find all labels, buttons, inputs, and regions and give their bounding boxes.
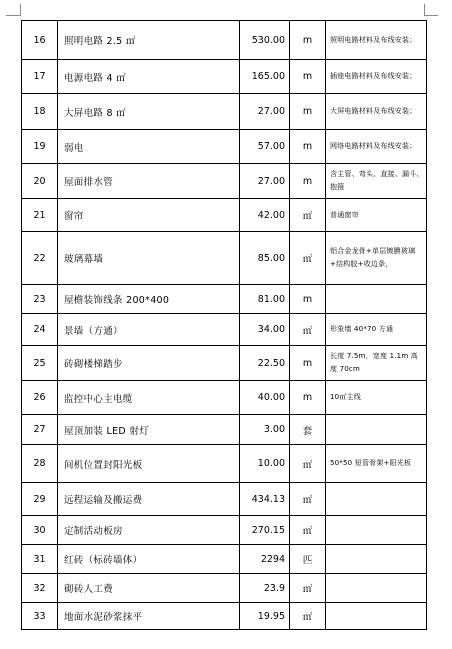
item-number: 17 bbox=[22, 60, 58, 94]
item-name: 监控中心主电缆 bbox=[58, 381, 240, 415]
item-note: 照明电路材料及布线安装； bbox=[326, 21, 427, 60]
table-row bbox=[22, 164, 427, 199]
item-number: 25 bbox=[22, 346, 58, 381]
table-row bbox=[22, 483, 427, 516]
item-name: 砌砖人工费 bbox=[58, 574, 240, 603]
table-row bbox=[22, 445, 427, 483]
item-quantity: 40.00 bbox=[240, 381, 290, 415]
item-name: 照明电路 2.5 ㎡ bbox=[58, 21, 240, 60]
crop-mark-top-left-v bbox=[20, 4, 21, 16]
item-note: 网络电路材料及布线安装； bbox=[326, 130, 427, 164]
item-note: 插座电路材料及布线安装； bbox=[326, 60, 427, 94]
item-name: 红砖（标砖墙体） bbox=[58, 545, 240, 574]
item-number: 26 bbox=[22, 381, 58, 415]
item-number: 16 bbox=[22, 21, 58, 60]
item-name: 地面水泥砂浆抹平 bbox=[58, 603, 240, 630]
item-note bbox=[326, 285, 427, 314]
item-quantity: 530.00 bbox=[240, 21, 290, 60]
item-unit: ㎡ bbox=[290, 199, 326, 232]
item-name: 定制活动板房 bbox=[58, 516, 240, 545]
table-row bbox=[22, 603, 427, 630]
item-unit: m bbox=[290, 346, 326, 381]
item-unit: 套 bbox=[290, 415, 326, 445]
item-note: 大屏电路材料及布线安装； bbox=[326, 94, 427, 130]
item-quantity: 3.00 bbox=[240, 415, 290, 445]
item-number: 21 bbox=[22, 199, 58, 232]
item-note bbox=[326, 603, 427, 630]
item-number: 31 bbox=[22, 545, 58, 574]
table-row bbox=[22, 415, 427, 445]
item-unit: ㎡ bbox=[290, 314, 326, 346]
table-row bbox=[22, 285, 427, 314]
item-number: 29 bbox=[22, 483, 58, 516]
table-row bbox=[22, 199, 427, 232]
table-row bbox=[22, 232, 427, 285]
item-name: 玻璃幕墙 bbox=[58, 232, 240, 285]
item-unit: 匹 bbox=[290, 545, 326, 574]
item-note bbox=[326, 545, 427, 574]
item-unit: ㎡ bbox=[290, 483, 326, 516]
item-name: 远程运输及搬运费 bbox=[58, 483, 240, 516]
item-quantity: 23.9 bbox=[240, 574, 290, 603]
item-unit: ㎡ bbox=[290, 232, 326, 285]
item-name: 大屏电路 8 ㎡ bbox=[58, 94, 240, 130]
item-number: 33 bbox=[22, 603, 58, 630]
bill-of-quantities-table bbox=[21, 20, 427, 630]
item-number: 19 bbox=[22, 130, 58, 164]
item-note: 形象墙 40*70 方通 bbox=[326, 314, 427, 346]
item-quantity: 85.00 bbox=[240, 232, 290, 285]
item-name: 间机位置封阳光板 bbox=[58, 445, 240, 483]
item-unit: ㎡ bbox=[290, 445, 326, 483]
item-quantity: 27.00 bbox=[240, 94, 290, 130]
crop-mark-top-right-v bbox=[424, 4, 425, 16]
item-number: 28 bbox=[22, 445, 58, 483]
item-quantity: 10.00 bbox=[240, 445, 290, 483]
table-row bbox=[22, 21, 427, 60]
crop-mark-top-left-h bbox=[6, 15, 20, 16]
item-quantity: 57.00 bbox=[240, 130, 290, 164]
item-note bbox=[326, 516, 427, 545]
item-unit: m bbox=[290, 130, 326, 164]
item-quantity: 19.95 bbox=[240, 603, 290, 630]
item-name: 弱电 bbox=[58, 130, 240, 164]
item-note: 普通窗帘 bbox=[326, 199, 427, 232]
item-name: 窗帘 bbox=[58, 199, 240, 232]
item-name: 砖砌楼梯踏步 bbox=[58, 346, 240, 381]
item-unit: m bbox=[290, 381, 326, 415]
table-row bbox=[22, 516, 427, 545]
table-row bbox=[22, 381, 427, 415]
item-quantity: 434.13 bbox=[240, 483, 290, 516]
item-unit: m bbox=[290, 164, 326, 199]
item-quantity: 27.00 bbox=[240, 164, 290, 199]
item-unit: m bbox=[290, 285, 326, 314]
table-row bbox=[22, 94, 427, 130]
item-quantity: 42.00 bbox=[240, 199, 290, 232]
item-quantity: 81.00 bbox=[240, 285, 290, 314]
table-row bbox=[22, 545, 427, 574]
table-row bbox=[22, 574, 427, 603]
item-quantity: 2294 bbox=[240, 545, 290, 574]
item-note bbox=[326, 483, 427, 516]
item-note: 铝合金龙骨+单层镀膜玻璃+结构胶+收边条， bbox=[326, 232, 427, 285]
item-name: 屋檐装饰线条 200*400 bbox=[58, 285, 240, 314]
item-quantity: 270.15 bbox=[240, 516, 290, 545]
item-number: 22 bbox=[22, 232, 58, 285]
table-row bbox=[22, 60, 427, 94]
crop-mark-top-right-h bbox=[424, 15, 438, 16]
item-note: 长度 7.5m，宽度 1.1m 高度 70cm bbox=[326, 346, 427, 381]
table-row bbox=[22, 130, 427, 164]
item-number: 24 bbox=[22, 314, 58, 346]
item-note: 含主管、弯头、直接、漏斗、抱箍 bbox=[326, 164, 427, 199]
item-name: 屋顶加装 LED 射灯 bbox=[58, 415, 240, 445]
item-note bbox=[326, 415, 427, 445]
item-unit: ㎡ bbox=[290, 516, 326, 545]
item-unit: ㎡ bbox=[290, 603, 326, 630]
item-name: 屋面排水管 bbox=[58, 164, 240, 199]
item-unit: m bbox=[290, 60, 326, 94]
item-number: 30 bbox=[22, 516, 58, 545]
item-unit: m bbox=[290, 94, 326, 130]
item-number: 27 bbox=[22, 415, 58, 445]
item-number: 18 bbox=[22, 94, 58, 130]
item-unit: ㎡ bbox=[290, 574, 326, 603]
item-unit: m bbox=[290, 21, 326, 60]
item-note bbox=[326, 574, 427, 603]
item-note: 10㎡主线 bbox=[326, 381, 427, 415]
item-number: 23 bbox=[22, 285, 58, 314]
table-row bbox=[22, 314, 427, 346]
item-quantity: 22.50 bbox=[240, 346, 290, 381]
item-name: 景墙（方通） bbox=[58, 314, 240, 346]
table-row bbox=[22, 346, 427, 381]
item-note: 50*50 短管骨架+阳光板 bbox=[326, 445, 427, 483]
item-number: 32 bbox=[22, 574, 58, 603]
item-quantity: 165.00 bbox=[240, 60, 290, 94]
item-quantity: 34.00 bbox=[240, 314, 290, 346]
item-name: 电源电路 4 ㎡ bbox=[58, 60, 240, 94]
item-number: 20 bbox=[22, 164, 58, 199]
